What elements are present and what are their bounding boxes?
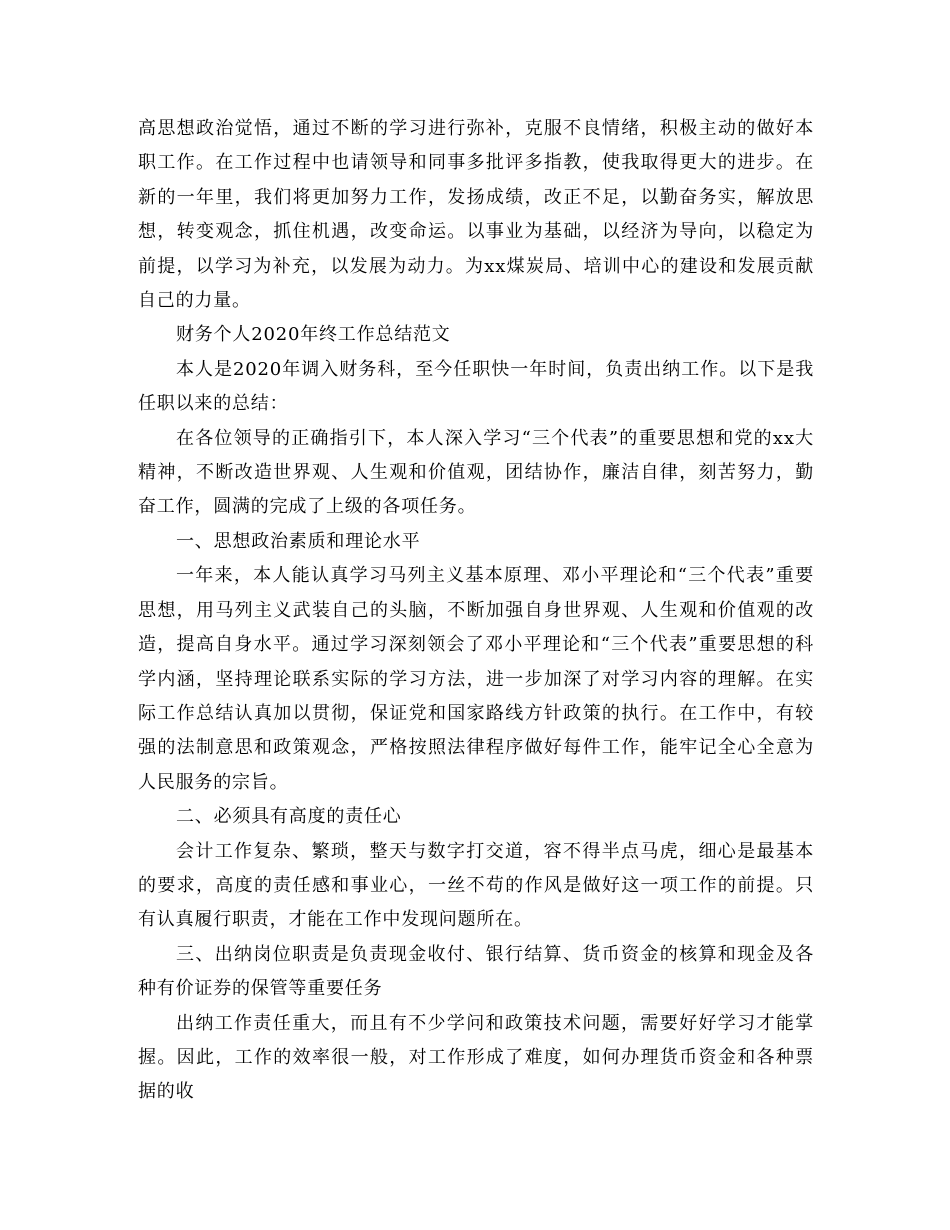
paragraph-continuation: 高思想政治觉悟，通过不断的学习进行弥补，克服不良情绪，积极主动的做好本职工作。在工作过程中也请领导和同事多批评多指教，使我取得更大的进步。在新的一年里，我们将更加努力工作，发扬成绩，改正不足，以勤奋务实，解放思想，转变观念，抓住机遇，改变命运。以事业为基础，以经济为导向，以稳定为前提，以学习为补充，以发展为动力。为xx煤炭局、培训中心的建设和发展贡献自己的力量。 [138,118,814,312]
paragraph-section-1: 一年来，本人能认真学习马列主义基本原理、邓小平理论和“三个代表”重要思想，用马列主义武装自己的头脑，不断加强自身世界观、人生观和价值观的改造，提高自身水平。通过学习深刻领会了邓小平理论和“三个代表”重要思想的科学内涵，坚持理论联系实际的学习方法，进一步加深了对学习内容的理解。在实际工作总结认真加以贯彻，保证党和国家路线方针政策的执行。在工作中，有较强的法制意思和政策观念，严格按照法律程序做好每件工作，能牢记全心全意为人民服务的宗旨。 [138,565,814,793]
section-heading-1: 一、思想政治素质和理论水平 [176,530,421,552]
section-heading-3: 三、出纳岗位职责是负责现金收付、银行结算、货币资金的核算和现金及各种有价证券的保管等重要任务 [138,943,814,1000]
section-heading-2: 二、必须具有高度的责任心 [176,806,402,828]
document-body [138,112,814,1110]
paragraph-leadership: 在各位领导的正确指引下，本人深入学习“三个代表”的重要思想和党的xx大精神，不断改造世界观、人生观和价值观，团结协作，廉洁自律，刻苦努力，勤奋工作，圆满的完成了上级的各项任务。 [138,427,814,518]
article-title: 财务个人2020年终工作总结范文 [176,324,451,346]
paragraph-section-3: 出纳工作责任重大，而且有不少学问和政策技术问题，需要好好学习才能掌握。因此，工作的效率很一般，对工作形成了难度，如何办理货币资金和各种票据的收 [138,1012,814,1103]
paragraph-section-2: 会计工作复杂、繁琐，整天与数字打交道，容不得半点马虎，细心是最基本的要求，高度的责任感和事业心，一丝不苟的作风是做好这一项工作的前提。只有认真履行职责，才能在工作中发现问题所在。 [138,840,814,931]
paragraph-intro: 本人是2020年调入财务科，至今任职快一年时间，负责出纳工作。以下是我任职以来的总结： [138,358,814,415]
